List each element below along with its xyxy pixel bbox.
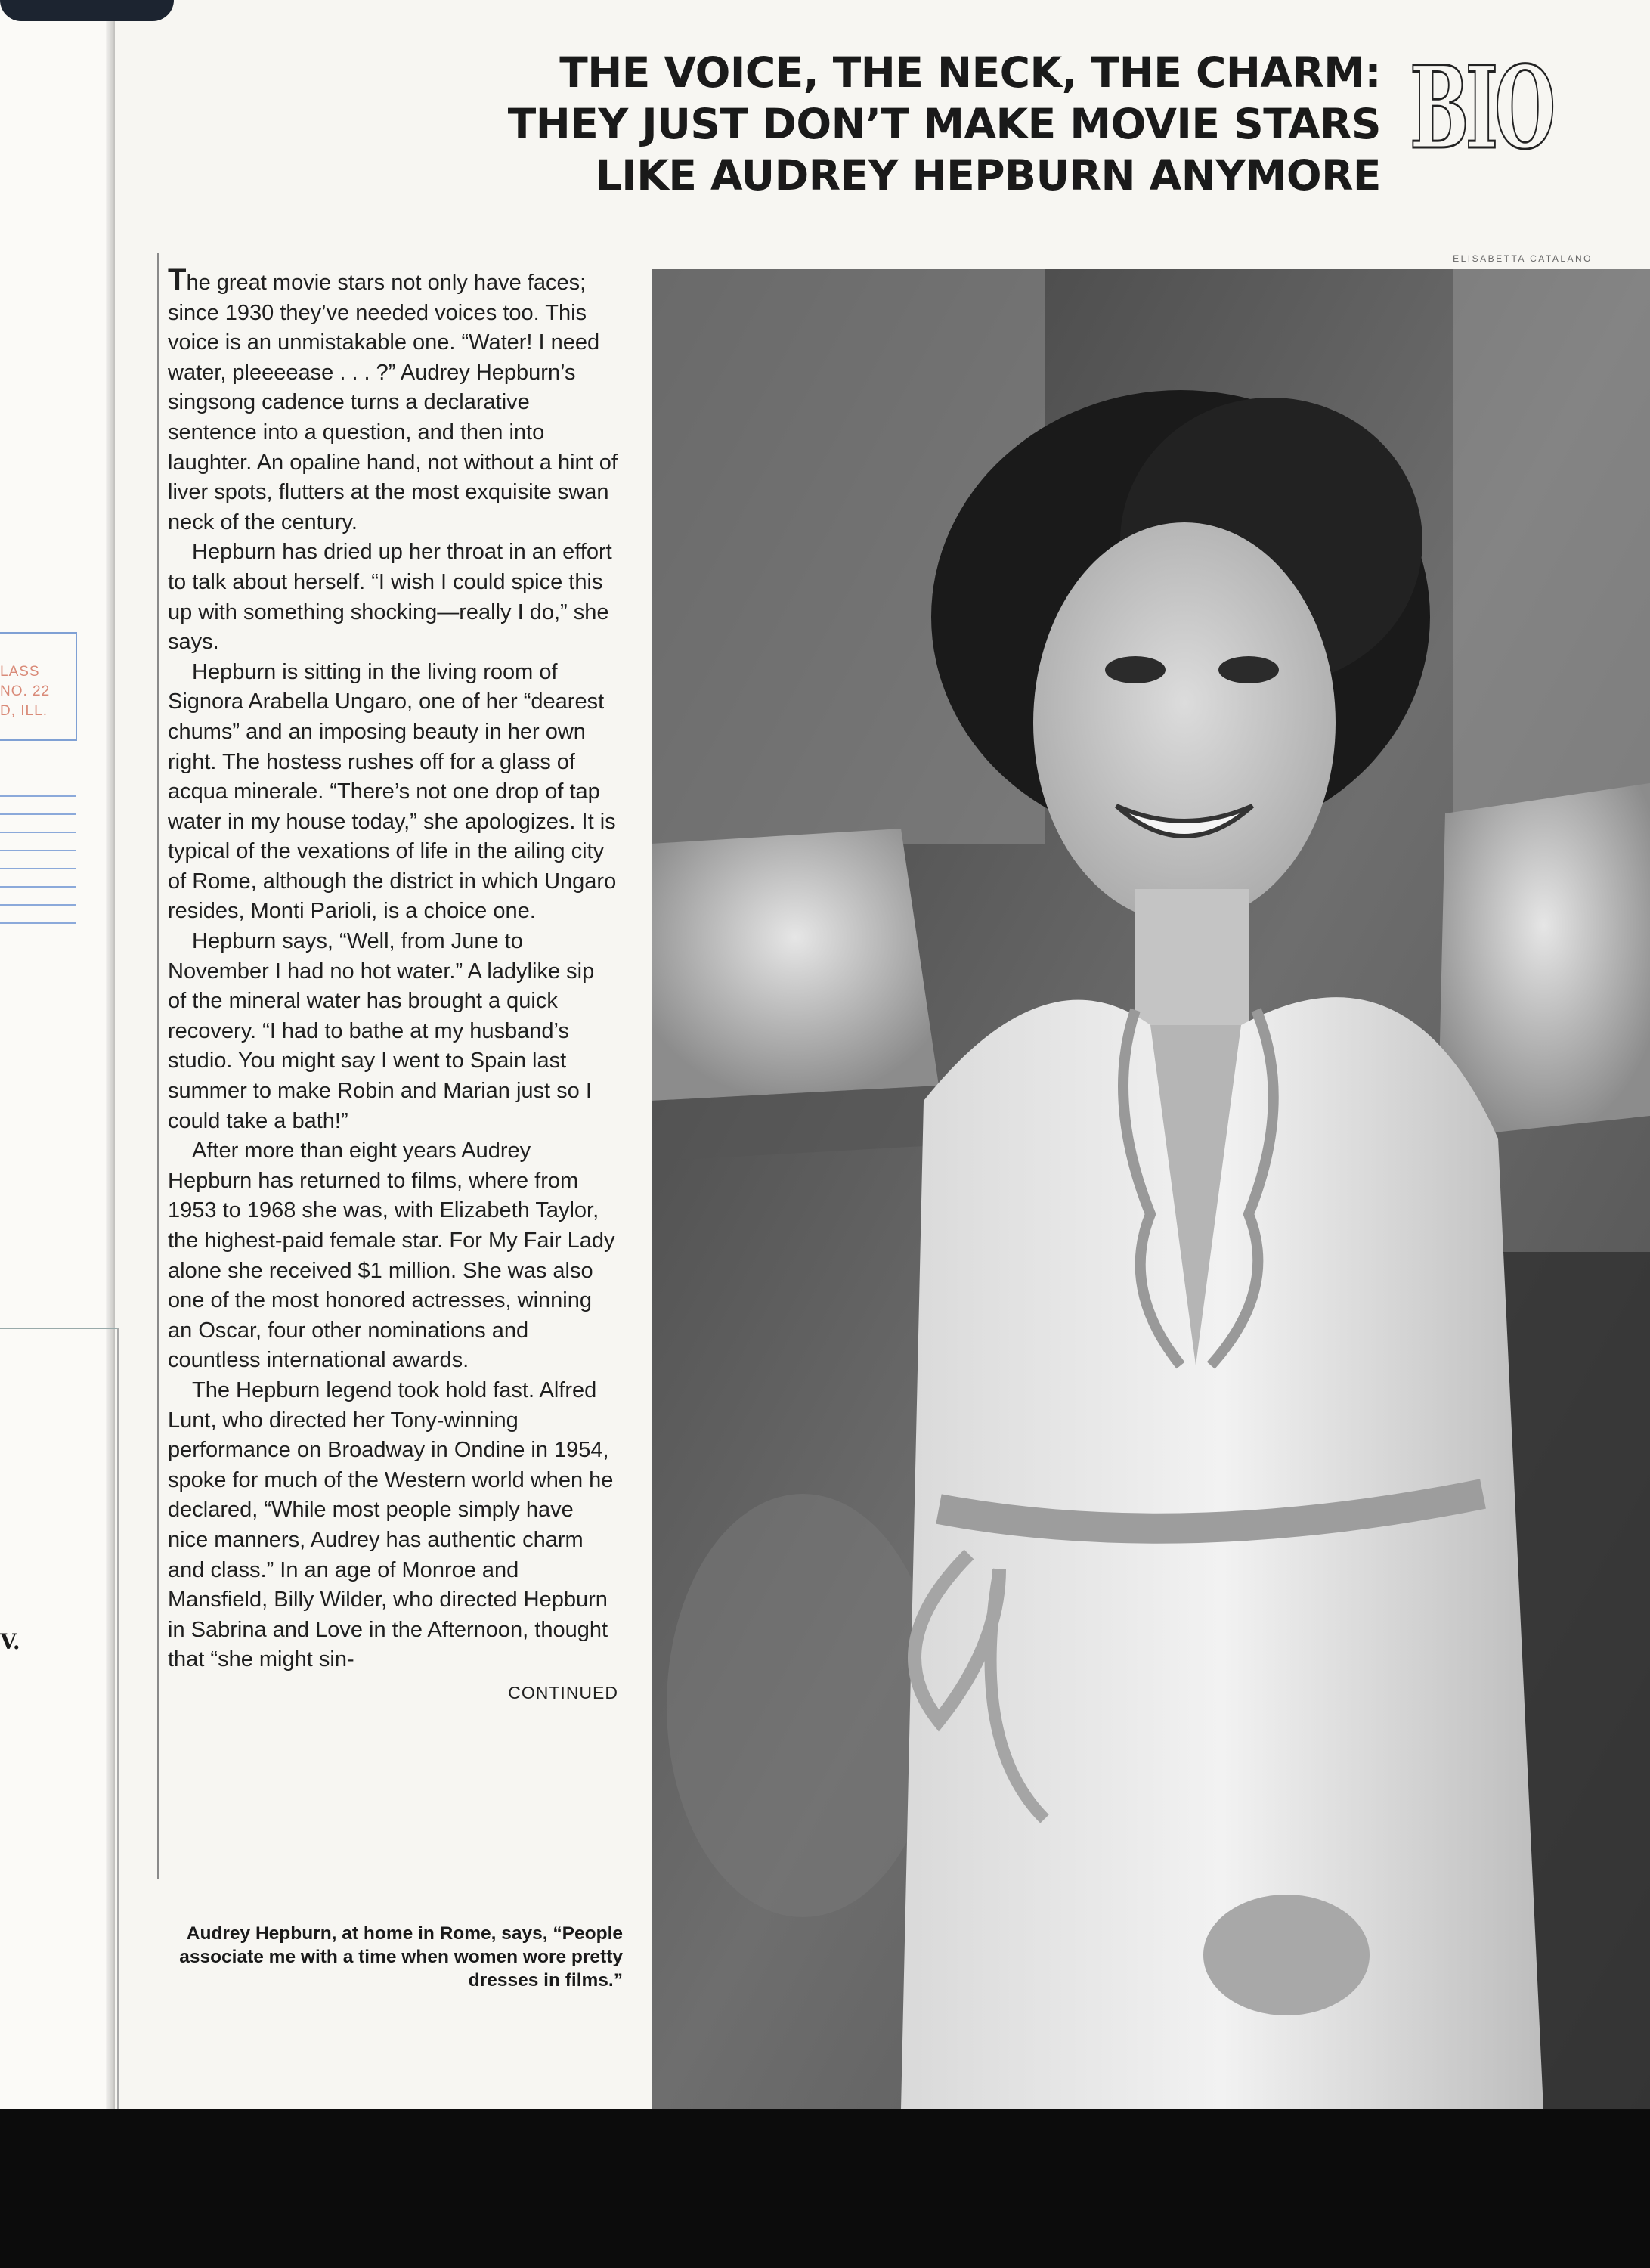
article-body <box>168 263 618 1709</box>
section-label-bio: BIO <box>1410 42 1552 175</box>
column-rule <box>157 253 159 1879</box>
photo-credit: ELISABETTA CATALANO <box>1453 253 1593 264</box>
article-paragraph: The Hepburn legend took hold fast. Alfred Lunt, who directed her Tony-winning performance on Broadway in Ondine in 1954, spoke for much of the Western world when he declared, “While most people simply have nice manners, Audrey has authentic charm and class.” In an age of Monroe and Mansfield, Billy Wilder, who directed Hepburn in Sabrina and Love in the Afternoon, thought that “she might sin- <box>168 1377 614 1672</box>
mailing-box-line: LASS <box>0 664 40 680</box>
continued-label: CONTINUED <box>508 1682 618 1703</box>
headline-line: THEY JUST DON’T MAKE MOVIE STARS <box>507 100 1381 148</box>
headline-line: LIKE AUDREY HEPBURN ANYMORE <box>595 151 1381 200</box>
drop-cap: T <box>168 263 187 296</box>
headline <box>323 47 1381 201</box>
mailing-box-line: D, ILL. <box>0 703 48 719</box>
binding-shadow <box>0 0 174 21</box>
article-paragraph <box>168 263 618 538</box>
portrait-photo <box>652 269 1650 2109</box>
article-paragraph: After more than eight years Audrey Hepburn has returned to films, where from 1953 to 1968 she was, with Elizabeth Taylor, the highest-paid female star. For My Fair Lady alone she received $1 million. She was also one of the most honored actresses, winning an Oscar, four other nominations and countless international awards. <box>168 1139 615 1373</box>
adjacent-page-letter: V. <box>0 1629 20 1654</box>
mailing-box-line: NO. 22 <box>0 683 51 699</box>
paragraph-text: he great movie stars not only have faces; since 1930 they’ve needed voices too. This voice is an unmistakable one. “Water! I need water, pleeeease . . . ?” Audrey Hepburn’s singsong cadence turns a declarative sentence into a question, and then into laughter. An opaline hand, not without a hint of liver spots, flutters at the most exquisite swan neck of the century. <box>168 271 618 534</box>
scan-background-bottom <box>0 2109 1650 2268</box>
adjacent-page-form-lines <box>0 795 76 940</box>
headline-line: THE VOICE, THE NECK, THE CHARM: <box>559 48 1381 97</box>
adjacent-page-mailing-box <box>0 632 77 741</box>
photo-caption: Audrey Hepburn, at home in Rome, says, “People associate me with a time when women wore pretty dresses in films.” <box>179 1923 623 1991</box>
adjacent-page-box <box>0 1328 119 2115</box>
article-paragraph: Hepburn says, “Well, from June to November I had no hot water.” A ladylike sip of the mineral water has brought a quick recovery. “I had to bathe at my husband’s studio. You might say I went to Spain last summer to make Robin and Marian just so I could take a bath!” <box>168 929 595 1133</box>
article-paragraph: Hepburn is sitting in the living room of Signora Arabella Ungaro, one of her “dearest chums” and an imposing beauty in her own right. The hostess rushes off for a glass of acqua minerale. “There’s not one drop of tap water in my house today,” she apologizes. It is typical of the vexations of life in the ailing city of Rome, although the district in which Ungaro resides, Monti Parioli, is a choice one. <box>168 659 617 924</box>
article-paragraph: Hepburn has dried up her throat in an effort to talk about herself. “I wish I could spice this up with something shocking—really I do,” she says. <box>168 540 612 655</box>
